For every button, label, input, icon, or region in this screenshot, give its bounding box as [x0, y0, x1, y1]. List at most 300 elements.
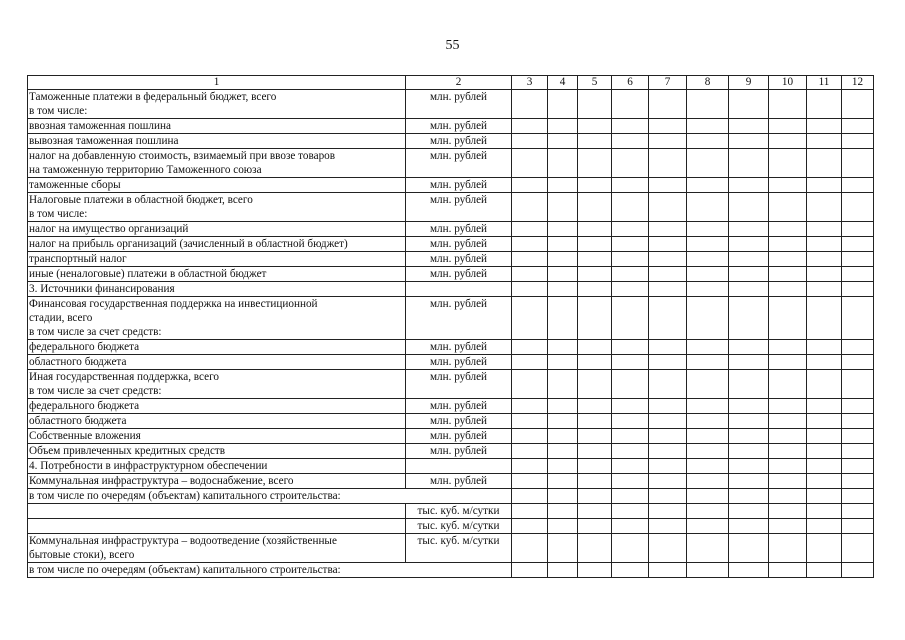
- row-unit: млн. рублей: [406, 474, 512, 489]
- data-cell: [578, 474, 612, 489]
- header-cell: 6: [612, 76, 649, 90]
- data-cell: [548, 297, 578, 340]
- data-cell: [512, 149, 548, 178]
- data-cell: [769, 252, 807, 267]
- data-cell: [842, 504, 874, 519]
- data-cell: [807, 119, 842, 134]
- row-label-line: Объем привлеченных кредитных средств: [29, 445, 226, 457]
- data-cell: [807, 414, 842, 429]
- row-unit: млн. рублей: [406, 414, 512, 429]
- data-cell: [578, 297, 612, 340]
- data-cell: [769, 340, 807, 355]
- data-cell: [842, 119, 874, 134]
- data-cell: [578, 534, 612, 563]
- data-cell: [687, 193, 729, 222]
- data-cell: [649, 237, 687, 252]
- table-row: [28, 519, 874, 534]
- data-cell: [729, 414, 769, 429]
- data-cell: [769, 355, 807, 370]
- data-cell: [649, 429, 687, 444]
- data-cell: [842, 534, 874, 563]
- data-cell: [687, 563, 729, 578]
- data-cell: [807, 504, 842, 519]
- data-cell: [578, 399, 612, 414]
- data-cell: [548, 340, 578, 355]
- table-row: [28, 282, 874, 297]
- data-cell: [729, 237, 769, 252]
- data-cell: [612, 193, 649, 222]
- row-unit: [406, 282, 512, 297]
- table-row: [28, 534, 874, 563]
- row-label: [28, 149, 406, 178]
- data-cell: [512, 459, 548, 474]
- row-label-line: стадии, всего: [29, 312, 93, 324]
- data-cell: [687, 489, 729, 504]
- data-cell: [842, 474, 874, 489]
- data-cell: [548, 370, 578, 399]
- row-label: [28, 563, 512, 578]
- data-cell: [612, 519, 649, 534]
- data-cell: [769, 504, 807, 519]
- data-cell: [649, 340, 687, 355]
- data-cell: [512, 429, 548, 444]
- data-cell: [842, 90, 874, 119]
- data-cell: [842, 519, 874, 534]
- data-cell: [612, 119, 649, 134]
- data-cell: [842, 267, 874, 282]
- data-cell: [687, 444, 729, 459]
- data-cell: [548, 119, 578, 134]
- data-cell: [729, 504, 769, 519]
- row-label-line: в том числе по очередям (объектам) капитального строительства:: [29, 564, 341, 576]
- data-cell: [578, 149, 612, 178]
- header-cell: 7: [649, 76, 687, 90]
- data-cell: [769, 193, 807, 222]
- data-cell: [807, 222, 842, 237]
- row-unit: млн. рублей: [406, 444, 512, 459]
- data-cell: [807, 459, 842, 474]
- row-unit: млн. рублей: [406, 134, 512, 149]
- data-cell: [612, 178, 649, 193]
- data-cell: [769, 370, 807, 399]
- data-cell: [729, 222, 769, 237]
- row-unit: млн. рублей: [406, 370, 512, 399]
- table-row: [28, 90, 874, 119]
- data-cell: [729, 489, 769, 504]
- data-cell: [687, 414, 729, 429]
- row-unit: млн. рублей: [406, 340, 512, 355]
- data-cell: [612, 370, 649, 399]
- data-cell: [512, 178, 548, 193]
- data-cell: [729, 563, 769, 578]
- data-cell: [807, 399, 842, 414]
- data-cell: [512, 193, 548, 222]
- row-label-line: 3. Источники финансирования: [29, 283, 175, 295]
- data-cell: [769, 444, 807, 459]
- row-label: [28, 534, 406, 563]
- data-cell: [578, 237, 612, 252]
- row-label-line: бытовые стоки), всего: [29, 549, 135, 561]
- row-unit: млн. рублей: [406, 178, 512, 193]
- data-cell: [548, 489, 578, 504]
- data-cell: [512, 297, 548, 340]
- row-label-line: иные (неналоговые) платежи в областной бюджет: [29, 268, 267, 280]
- header-cell: 1: [28, 76, 406, 90]
- table-row: [28, 563, 874, 578]
- row-label-line: федерального бюджета: [29, 341, 140, 353]
- data-cell: [769, 237, 807, 252]
- data-cell: [769, 134, 807, 149]
- row-unit: млн. рублей: [406, 252, 512, 267]
- data-cell: [649, 370, 687, 399]
- data-cell: [842, 399, 874, 414]
- data-cell: [649, 474, 687, 489]
- data-cell: [578, 429, 612, 444]
- data-cell: [612, 222, 649, 237]
- data-cell: [512, 563, 548, 578]
- row-label-line: налог на добавленную стоимость, взимаемый при ввозе товаров: [29, 150, 336, 162]
- data-cell: [612, 149, 649, 178]
- row-label: [28, 178, 406, 193]
- data-cell: [769, 282, 807, 297]
- data-cell: [729, 340, 769, 355]
- data-cell: [512, 237, 548, 252]
- data-cell: [842, 222, 874, 237]
- data-cell: [548, 399, 578, 414]
- row-label-line: [29, 519, 403, 533]
- data-cell: [612, 489, 649, 504]
- row-label-line: Собственные вложения: [29, 430, 141, 442]
- data-cell: [729, 355, 769, 370]
- data-cell: [512, 444, 548, 459]
- data-cell: [548, 252, 578, 267]
- row-label: [28, 519, 406, 534]
- row-label-line: областного бюджета: [29, 356, 127, 368]
- data-cell: [807, 90, 842, 119]
- data-cell: [612, 282, 649, 297]
- data-cell: [512, 399, 548, 414]
- data-cell: [842, 297, 874, 340]
- data-cell: [548, 90, 578, 119]
- data-cell: [687, 355, 729, 370]
- data-cell: [548, 193, 578, 222]
- data-cell: [729, 193, 769, 222]
- row-unit: тыс. куб. м/сутки: [406, 504, 512, 519]
- row-label: [28, 267, 406, 282]
- data-cell: [687, 297, 729, 340]
- data-cell: [578, 340, 612, 355]
- data-cell: [578, 489, 612, 504]
- table-row: [28, 178, 874, 193]
- data-cell: [512, 474, 548, 489]
- data-cell: [687, 178, 729, 193]
- row-label: [28, 193, 406, 222]
- data-cell: [842, 237, 874, 252]
- data-cell: [807, 355, 842, 370]
- row-label-line: в том числе:: [29, 208, 88, 220]
- data-cell: [729, 134, 769, 149]
- row-label: [28, 370, 406, 399]
- row-label-line: ввозная таможенная пошлина: [29, 120, 171, 132]
- data-cell: [807, 534, 842, 563]
- data-cell: [512, 282, 548, 297]
- data-cell: [807, 474, 842, 489]
- data-cell: [512, 252, 548, 267]
- data-cell: [807, 252, 842, 267]
- row-label-line: транспортный налог: [29, 253, 127, 265]
- data-cell: [687, 340, 729, 355]
- data-cell: [578, 504, 612, 519]
- data-cell: [729, 119, 769, 134]
- data-cell: [687, 90, 729, 119]
- data-cell: [649, 519, 687, 534]
- data-cell: [612, 474, 649, 489]
- data-cell: [548, 355, 578, 370]
- data-cell: [687, 504, 729, 519]
- row-unit: млн. рублей: [406, 222, 512, 237]
- data-cell: [842, 193, 874, 222]
- header-cell: 4: [548, 76, 578, 90]
- data-cell: [807, 370, 842, 399]
- row-label: [28, 282, 406, 297]
- row-unit: млн. рублей: [406, 267, 512, 282]
- data-cell: [612, 444, 649, 459]
- row-unit: млн. рублей: [406, 297, 512, 340]
- data-cell: [548, 178, 578, 193]
- data-cell: [842, 444, 874, 459]
- row-label-line: в том числе за счет средств:: [29, 326, 162, 338]
- row-label-line: федерального бюджета: [29, 400, 140, 412]
- data-cell: [807, 134, 842, 149]
- data-cell: [578, 563, 612, 578]
- row-label: [28, 237, 406, 252]
- row-label: [28, 474, 406, 489]
- data-cell: [548, 504, 578, 519]
- data-cell: [769, 119, 807, 134]
- table-row: [28, 193, 874, 222]
- data-cell: [842, 355, 874, 370]
- table-row: [28, 252, 874, 267]
- data-cell: [729, 178, 769, 193]
- data-cell: [578, 119, 612, 134]
- page-number: 55: [445, 38, 460, 53]
- table-row: [28, 504, 874, 519]
- table-row: [28, 399, 874, 414]
- data-cell: [649, 297, 687, 340]
- data-cell: [512, 134, 548, 149]
- table-row: [28, 237, 874, 252]
- data-cell: [512, 267, 548, 282]
- data-cell: [649, 563, 687, 578]
- data-cell: [769, 489, 807, 504]
- data-cell: [769, 90, 807, 119]
- row-label-line: таможенные сборы: [29, 179, 121, 191]
- row-label-line: на таможенную территорию Таможенного союза: [29, 164, 262, 176]
- header-cell: 5: [578, 76, 612, 90]
- data-cell: [807, 193, 842, 222]
- data-cell: [729, 149, 769, 178]
- data-cell: [548, 134, 578, 149]
- row-label: [28, 134, 406, 149]
- table-row: [28, 414, 874, 429]
- data-cell: [512, 414, 548, 429]
- data-cell: [512, 222, 548, 237]
- data-cell: [512, 370, 548, 399]
- data-cell: [729, 444, 769, 459]
- table-row: [28, 429, 874, 444]
- data-cell: [548, 282, 578, 297]
- data-cell: [578, 414, 612, 429]
- data-cell: [548, 519, 578, 534]
- data-cell: [649, 90, 687, 119]
- data-cell: [548, 444, 578, 459]
- data-cell: [687, 370, 729, 399]
- table-row: [28, 222, 874, 237]
- row-unit: [406, 459, 512, 474]
- data-cell: [807, 267, 842, 282]
- data-cell: [807, 444, 842, 459]
- data-cell: [729, 459, 769, 474]
- data-cell: [612, 563, 649, 578]
- data-cell: [512, 340, 548, 355]
- data-cell: [612, 399, 649, 414]
- data-cell: [612, 237, 649, 252]
- data-cell: [578, 519, 612, 534]
- data-cell: [548, 149, 578, 178]
- data-cell: [649, 252, 687, 267]
- data-cell: [512, 119, 548, 134]
- data-cell: [729, 429, 769, 444]
- header-cell: 9: [729, 76, 769, 90]
- data-cell: [769, 534, 807, 563]
- table-row: [28, 459, 874, 474]
- data-cell: [649, 534, 687, 563]
- data-cell: [578, 282, 612, 297]
- data-cell: [612, 267, 649, 282]
- data-cell: [578, 370, 612, 399]
- row-label-line: Иная государственная поддержка, всего: [29, 371, 219, 383]
- data-cell: [807, 297, 842, 340]
- data-cell: [729, 519, 769, 534]
- data-cell: [649, 193, 687, 222]
- header-cell: 12: [842, 76, 874, 90]
- row-label: [28, 340, 406, 355]
- table-row: [28, 267, 874, 282]
- data-cell: [807, 429, 842, 444]
- data-cell: [548, 474, 578, 489]
- row-label: [28, 489, 512, 504]
- row-label-line: вывозная таможенная пошлина: [29, 135, 179, 147]
- row-label-line: областного бюджета: [29, 415, 127, 427]
- data-cell: [612, 90, 649, 119]
- data-cell: [842, 340, 874, 355]
- row-unit: млн. рублей: [406, 90, 512, 119]
- data-cell: [687, 519, 729, 534]
- data-cell: [548, 237, 578, 252]
- data-cell: [548, 429, 578, 444]
- data-cell: [687, 282, 729, 297]
- row-label: [28, 222, 406, 237]
- table-row: [28, 444, 874, 459]
- row-label-line: 4. Потребности в инфраструктурном обеспечении: [29, 460, 268, 472]
- data-cell: [729, 474, 769, 489]
- data-cell: [807, 237, 842, 252]
- data-cell: [769, 297, 807, 340]
- row-label: [28, 459, 406, 474]
- data-cell: [649, 414, 687, 429]
- data-cell: [578, 459, 612, 474]
- data-cell: [729, 370, 769, 399]
- row-label: [28, 297, 406, 340]
- header-cell: 2: [406, 76, 512, 90]
- row-label: [28, 444, 406, 459]
- data-cell: [729, 267, 769, 282]
- data-cell: [769, 429, 807, 444]
- data-cell: [769, 149, 807, 178]
- table-row: [28, 119, 874, 134]
- data-cell: [612, 414, 649, 429]
- row-label-line: налог на прибыль организаций (зачисленный в областной бюджет): [29, 238, 348, 250]
- table-row: [28, 370, 874, 399]
- data-cell: [649, 459, 687, 474]
- row-label: [28, 414, 406, 429]
- data-cell: [687, 134, 729, 149]
- data-cell: [512, 90, 548, 119]
- data-cell: [842, 459, 874, 474]
- data-cell: [649, 282, 687, 297]
- table-row: [28, 474, 874, 489]
- data-cell: [649, 267, 687, 282]
- header-cell: 10: [769, 76, 807, 90]
- data-cell: [729, 297, 769, 340]
- data-cell: [807, 519, 842, 534]
- row-label: [28, 429, 406, 444]
- data-cell: [612, 459, 649, 474]
- data-cell: [807, 282, 842, 297]
- financing-table: [27, 75, 874, 578]
- data-cell: [612, 340, 649, 355]
- row-label-line: [29, 504, 403, 518]
- data-cell: [649, 222, 687, 237]
- row-unit: тыс. куб. м/сутки: [406, 519, 512, 534]
- data-cell: [769, 222, 807, 237]
- header-cell: 3: [512, 76, 548, 90]
- data-cell: [687, 222, 729, 237]
- row-unit: тыс. куб. м/сутки: [406, 534, 512, 563]
- data-cell: [729, 90, 769, 119]
- row-unit: млн. рублей: [406, 429, 512, 444]
- data-cell: [769, 519, 807, 534]
- table-row: [28, 355, 874, 370]
- data-cell: [578, 222, 612, 237]
- row-unit: млн. рублей: [406, 399, 512, 414]
- data-cell: [649, 149, 687, 178]
- header-cell: 11: [807, 76, 842, 90]
- data-cell: [842, 149, 874, 178]
- data-cell: [612, 252, 649, 267]
- data-cell: [612, 134, 649, 149]
- row-label-line: в том числе по очередям (объектам) капитального строительства:: [29, 490, 341, 502]
- data-cell: [578, 355, 612, 370]
- data-cell: [548, 267, 578, 282]
- data-cell: [612, 355, 649, 370]
- row-label: [28, 399, 406, 414]
- data-cell: [649, 355, 687, 370]
- data-cell: [649, 134, 687, 149]
- data-cell: [687, 429, 729, 444]
- row-label-line: Таможенные платежи в федеральный бюджет, всего: [29, 91, 277, 103]
- data-cell: [687, 534, 729, 563]
